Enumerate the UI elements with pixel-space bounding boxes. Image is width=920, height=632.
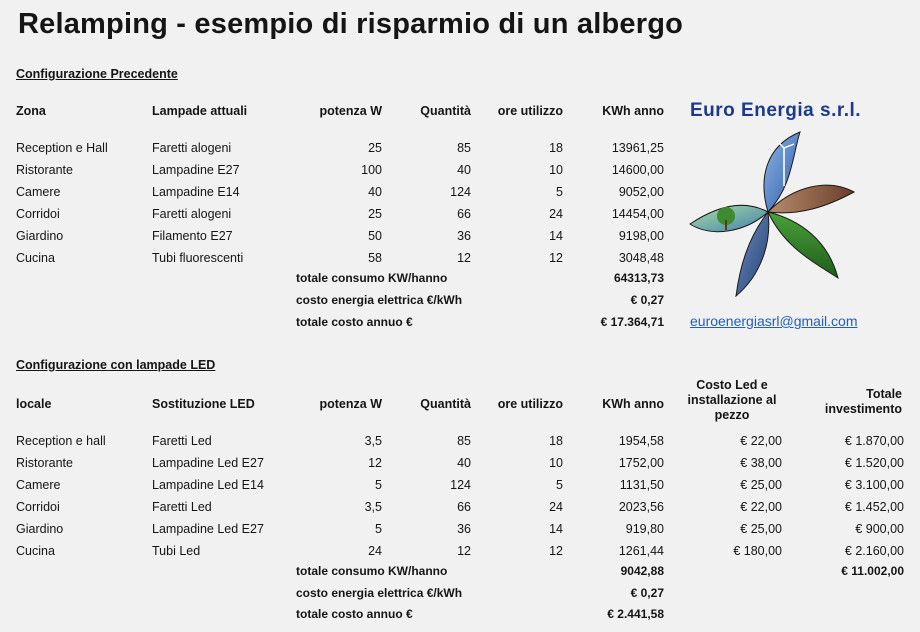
col-header-zona: Zona	[16, 104, 46, 118]
led-total-label-costo-annuo: totale costo annuo €	[296, 607, 413, 621]
table-cell-potenza: 58	[368, 250, 382, 265]
table-cell-quantita: 12	[457, 250, 471, 265]
total-label-costo-annuo: totale costo annuo €	[296, 315, 413, 329]
table-cell-zona: Ristorante	[16, 455, 73, 470]
table-cell-quantita: 40	[457, 162, 471, 177]
table-cell-zona: Giardino	[16, 521, 64, 536]
table-cell-potenza: 5	[375, 477, 382, 492]
table-cell-kwh: 1954,58	[618, 434, 664, 448]
table-cell-kwh: 13961,25	[611, 141, 664, 155]
col-header-locale: locale	[16, 397, 52, 411]
table-cell-zona: Reception e Hall	[16, 141, 108, 155]
table-cell-kwh: 1752,00	[618, 455, 664, 470]
table-cell-ore: 24	[549, 499, 563, 514]
table-cell-totale-investimento: € 1.520,00	[844, 455, 904, 470]
table-cell-zona: Camere	[16, 477, 61, 492]
table-cell-kwh: 2023,56	[618, 499, 664, 514]
table-cell-lampada: Faretti alogeni	[152, 141, 232, 155]
total-label-consumo: totale consumo KW/hanno	[296, 271, 448, 285]
table-cell-lampada: Filamento E27	[152, 228, 233, 243]
led-total-value-costo-energia: € 0,27	[630, 586, 664, 600]
table-cell-quantita: 36	[457, 228, 471, 243]
table-cell-quantita: 36	[457, 521, 471, 536]
table-cell-totale-investimento: € 3.100,00	[844, 477, 904, 492]
table-cell-kwh: 3048,48	[618, 250, 664, 265]
table-cell-potenza: 3,5	[364, 499, 382, 514]
table-cell-totale-investimento: € 1.452,00	[844, 499, 904, 514]
table-cell-lampada: Faretti alogeni	[152, 206, 232, 221]
table-cell-zona: Giardino	[16, 228, 64, 243]
col-header-quantita-led: Quantità	[420, 397, 471, 411]
led-total-value-consumo: 9042,88	[620, 564, 664, 578]
total-value-consumo: 64313,73	[613, 271, 664, 285]
table-cell-lampada: Faretti Led	[152, 434, 212, 448]
col-header-kwh: KWh anno	[602, 104, 664, 118]
table-cell-potenza: 5	[375, 521, 382, 536]
led-total-value-costo-annuo: € 2.441,58	[607, 607, 664, 621]
col-header-potenza-led: potenza W	[319, 397, 382, 411]
col-header-kwh-led: KWh anno	[602, 397, 664, 411]
table-cell-kwh: 9052,00	[618, 184, 664, 199]
col-header-ore: ore utilizzo	[497, 104, 563, 118]
table-cell-ore: 12	[549, 250, 563, 265]
table-cell-zona: Cucina	[16, 543, 55, 558]
table-cell-kwh: 1131,50	[619, 477, 664, 492]
table-cell-ore: 14	[549, 521, 563, 536]
table-cell-potenza: 50	[368, 228, 382, 243]
table-cell-quantita: 85	[457, 434, 471, 448]
table-cell-ore: 5	[556, 184, 563, 199]
table-cell-lampada: Lampadine E27	[152, 162, 240, 177]
table-cell-potenza: 24	[368, 543, 382, 558]
company-logo-icon	[688, 128, 858, 300]
table-cell-lampada: Lampadine Led E27	[152, 521, 264, 536]
table-cell-quantita: 40	[457, 455, 471, 470]
total-value-costo-energia: € 0,27	[630, 293, 664, 307]
table-cell-quantita: 66	[457, 499, 471, 514]
table-cell-ore: 10	[549, 162, 563, 177]
table-cell-ore: 18	[549, 434, 563, 448]
table-cell-costo-led: € 22,00	[740, 434, 782, 448]
table-cell-quantita: 85	[457, 141, 471, 155]
table-cell-lampada: Tubi Led	[152, 543, 201, 558]
table-cell-totale-investimento: € 2.160,00	[844, 543, 904, 558]
table-cell-totale-investimento: € 1.870,00	[844, 434, 904, 448]
table-cell-costo-led: € 25,00	[740, 477, 782, 492]
table-cell-quantita: 12	[457, 543, 471, 558]
table-cell-potenza: 100	[361, 162, 382, 177]
company-email-link[interactable]: euroenergiasrl@gmail.com	[690, 313, 858, 329]
col-header-quantita: Quantità	[420, 104, 471, 118]
table-cell-quantita: 124	[450, 477, 471, 492]
table-cell-kwh: 14600,00	[611, 162, 664, 177]
table-cell-ore: 18	[549, 141, 563, 155]
total-value-costo-annuo: € 17.364,71	[600, 315, 664, 329]
table-cell-potenza: 25	[368, 206, 382, 221]
table-cell-lampada: Lampadine Led E27	[152, 455, 264, 470]
table-cell-lampada: Lampadine Led E14	[152, 477, 264, 492]
table-cell-zona: Ristorante	[16, 162, 73, 177]
col-header-lampade: Lampade attuali	[152, 104, 248, 118]
table-cell-lampada: Faretti Led	[152, 499, 212, 514]
table-cell-costo-led: € 38,00	[740, 455, 782, 470]
col-header-ore-led: ore utilizzo	[497, 397, 563, 411]
table-cell-ore: 5	[556, 477, 563, 492]
table-cell-zona: Cucina	[16, 250, 55, 265]
table-cell-lampada: Tubi fluorescenti	[152, 250, 244, 265]
table-cell-zona: Reception e hall	[16, 434, 106, 448]
table-cell-costo-led: € 22,00	[740, 499, 782, 514]
col-header-totale-investimento: Totale investimento	[824, 387, 902, 416]
table-cell-potenza: 12	[368, 455, 382, 470]
led-total-label-costo-energia: costo energia elettrica €/kWh	[296, 586, 463, 600]
table-cell-kwh: 9198,00	[618, 228, 664, 243]
table-cell-potenza: 3,5	[364, 434, 382, 448]
table-cell-zona: Camere	[16, 184, 61, 199]
table-cell-quantita: 66	[457, 206, 471, 221]
table-cell-costo-led: € 25,00	[740, 521, 782, 536]
section-heading-led: Configurazione con lampade LED	[16, 358, 216, 372]
table-cell-lampada: Lampadine E14	[152, 184, 240, 199]
company-name: Euro Energia s.r.l.	[690, 100, 862, 121]
table-cell-ore: 24	[549, 206, 563, 221]
section-heading-previous: Configurazione Precedente	[16, 67, 178, 81]
investment-total-value: € 11.002,00	[841, 564, 904, 578]
table-cell-zona: Corridoi	[16, 499, 60, 514]
col-header-potenza: potenza W	[319, 104, 382, 118]
table-cell-ore: 10	[549, 455, 563, 470]
led-total-label-consumo: totale consumo KW/hanno	[296, 564, 448, 578]
table-cell-kwh: 1261,44	[618, 543, 664, 558]
page-title: Relamping - esempio di risparmio di un albergo	[18, 8, 684, 40]
table-cell-zona: Corridoi	[16, 206, 60, 221]
total-label-costo-energia: costo energia elettrica €/kWh	[296, 293, 463, 307]
table-cell-kwh: 14454,00	[611, 206, 664, 221]
table-cell-potenza: 25	[368, 141, 382, 155]
table-cell-ore: 14	[549, 228, 563, 243]
table-cell-quantita: 124	[450, 184, 471, 199]
table-cell-potenza: 40	[368, 184, 382, 199]
table-cell-totale-investimento: € 900,00	[855, 521, 904, 536]
table-cell-ore: 12	[549, 543, 563, 558]
col-header-sostituzione: Sostituzione LED	[152, 397, 255, 411]
table-cell-kwh: 919,80	[625, 521, 664, 536]
col-header-costo-led: Costo Led e installazione al pezzo	[687, 378, 777, 422]
table-cell-costo-led: € 180,00	[733, 543, 782, 558]
